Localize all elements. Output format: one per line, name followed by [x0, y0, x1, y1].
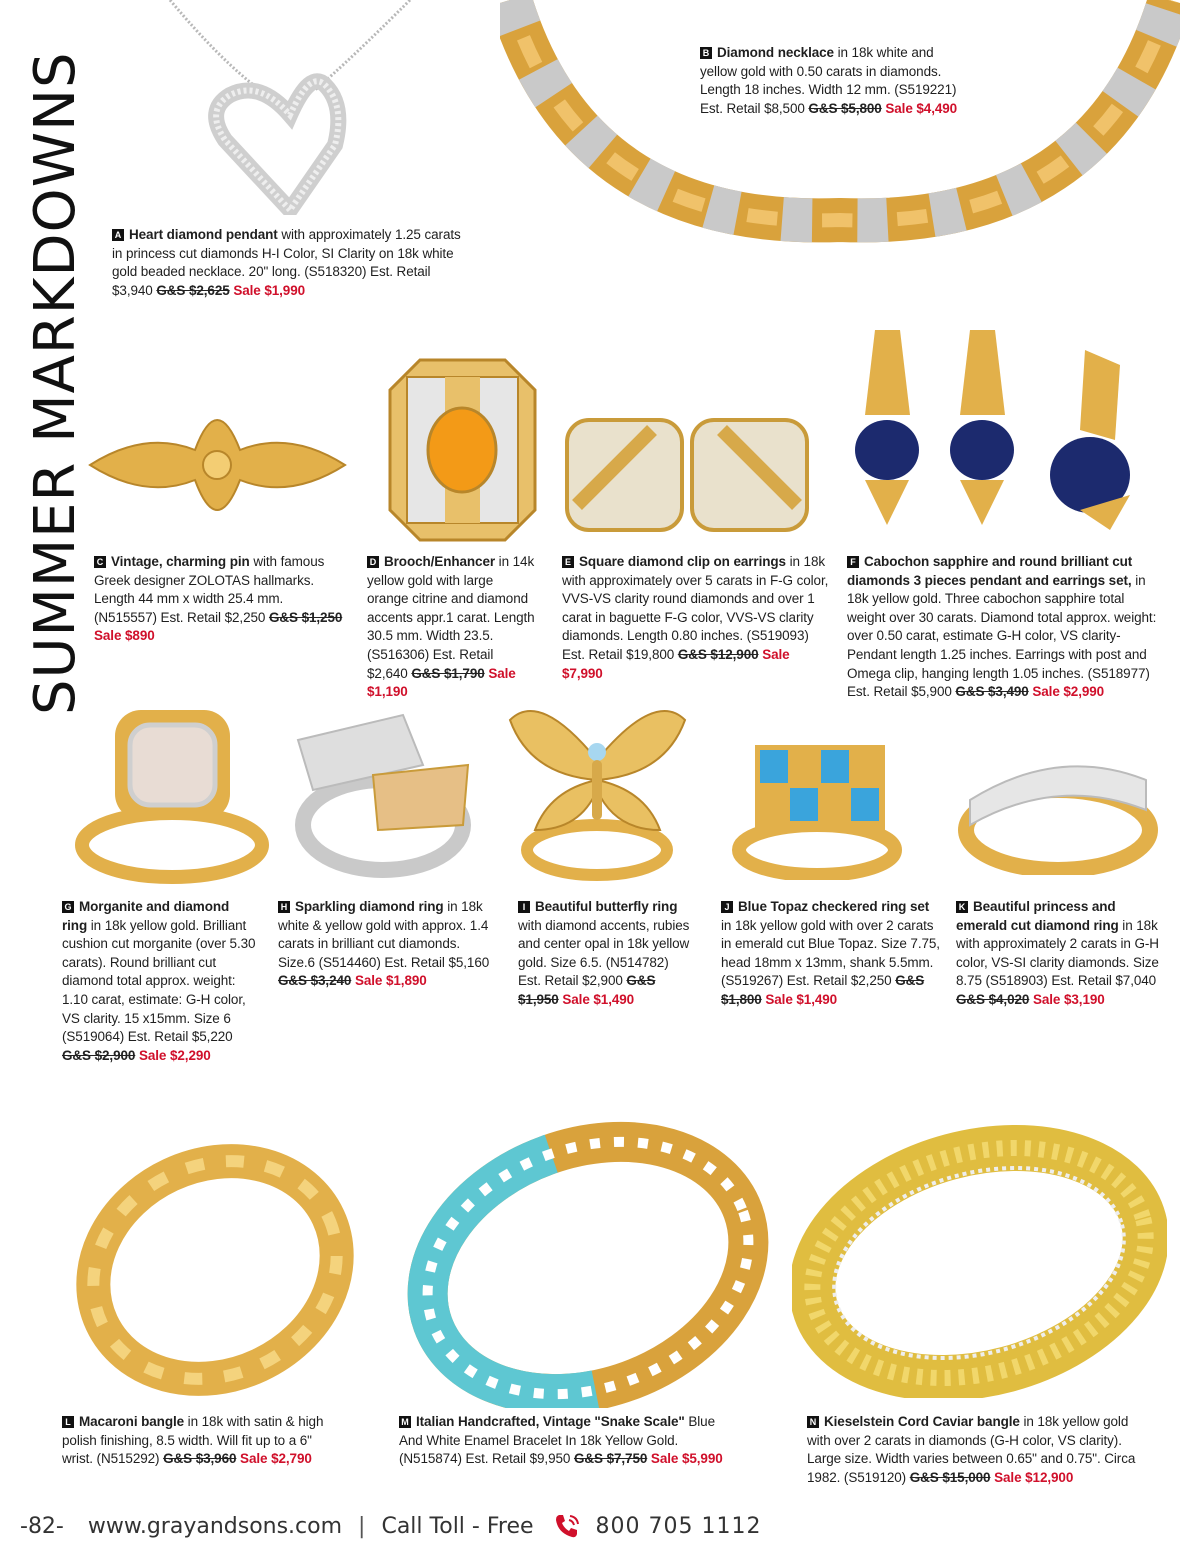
item-name: Brooch/Enhancer	[384, 554, 496, 569]
item-letter: J	[721, 901, 733, 913]
page-title: SUMMER MARKDOWNS	[23, 51, 88, 715]
sale-price: Sale $7,990	[562, 646, 790, 681]
gs-price: G&S $1,790	[411, 665, 485, 681]
item-letter: C	[94, 556, 106, 568]
item-name: Kieselstein Cord Caviar bangle	[824, 1414, 1020, 1429]
footer-separator: |	[358, 1513, 366, 1539]
sale-price: Sale $2,990	[1032, 684, 1105, 700]
butterfly-ring-image	[500, 690, 695, 885]
item-name: Cabochon sapphire and round brilliant cut diamonds 3 pieces pendant and earrings set,	[847, 554, 1133, 588]
item-letter: G	[62, 901, 74, 913]
caviar-bangle-image	[792, 1098, 1167, 1398]
gs-price: G&S $2,900	[62, 1047, 136, 1063]
gs-price: G&S $2,625	[156, 282, 230, 298]
item-name: Sparkling diamond ring	[295, 899, 444, 914]
sale-price: Sale $1,490	[765, 991, 838, 1007]
item-g	[62, 898, 257, 1065]
item-name: Diamond necklace	[717, 45, 834, 60]
item-letter: D	[367, 556, 379, 568]
item-description: with diamond accents, rubies and center opal in 18k yellow gold. Size 6.5. (N514782) Est. Retail $2,900	[518, 917, 690, 989]
item-description: in 18k white and yellow gold with 0.50 carats in diamonds. Length 18 inches. Width 12 mm. (S519221) Est. Retail $8,500	[700, 45, 957, 116]
sale-price: Sale $2,290	[138, 1047, 211, 1063]
item-letter: H	[278, 901, 290, 913]
item-name: Heart diamond pendant	[129, 227, 278, 242]
call-label: Call Toll - Free	[381, 1513, 534, 1539]
blue-topaz-ring-image	[730, 740, 905, 880]
sale-price: Sale $1,490	[562, 991, 635, 1007]
item-letter: B	[700, 47, 712, 59]
item-description: in 18k yellow gold with over 2 carats in diamonds (G-H color, VS clarity). Large size. Width varies between 0.65" and 0.75". Circa 1982. (S519120)	[807, 1414, 1136, 1485]
item-m	[399, 1413, 734, 1469]
item-description: in 18k with approximately 2 carats in G-H color, VS-SI clarity diamonds. Size 8.75 (S518903) Est. Retail $7,040	[956, 917, 1159, 989]
item-n	[807, 1413, 1137, 1487]
item-letter: I	[518, 901, 530, 913]
macaroni-bangle-image	[70, 1130, 360, 1400]
snake-scale-bracelet-image	[398, 1108, 778, 1408]
item-letter: F	[847, 556, 859, 568]
item-description: in 18k yellow gold with over 2 carats in emerald cut Blue Topaz. Size 7.75, head 18mm x 13mm, shank 5.5mm. (S519267) Est. Retail $2,250	[721, 917, 940, 989]
item-k	[956, 898, 1161, 1010]
item-description: in 18k white & yellow gold with approx. 1.4 carats in brilliant cut diamonds. Size.6 (S514460) Est. Retail $5,160	[278, 899, 490, 970]
sapphire-set-image	[845, 320, 1145, 535]
sale-price: Sale $890	[94, 628, 155, 644]
gs-price: G&S $1,950	[518, 973, 656, 1007]
sale-price: Sale $2,790	[240, 1451, 312, 1467]
item-name: Beautiful butterfly ring	[535, 899, 678, 914]
item-description: Blue And White Enamel Bracelet In 18k Yellow Gold. (N515874) Est. Retail $9,950	[399, 1414, 715, 1467]
item-name: Blue Topaz checkered ring set	[738, 899, 930, 914]
item-j	[721, 898, 943, 1010]
item-letter: L	[62, 1416, 74, 1428]
item-a	[112, 226, 472, 300]
item-name: Morganite and diamond ring	[62, 899, 230, 933]
morganite-ring-image	[75, 705, 270, 885]
vintage-pin-image	[85, 390, 350, 540]
item-b	[700, 44, 960, 118]
gs-price: G&S $3,960	[163, 1451, 237, 1467]
sale-price: Sale $1,990	[233, 282, 306, 298]
item-d	[367, 553, 537, 702]
gs-price: G&S $1,250	[268, 609, 343, 625]
item-letter: K	[956, 901, 968, 913]
item-e	[562, 553, 830, 683]
item-description: with famous Greek designer ZOLOTAS hallmarks. Length 44 mm x width 25.4 mm. (N515557) Est. Retail $2,250	[94, 554, 325, 625]
website-link[interactable]: www.grayandsons.com	[87, 1513, 343, 1539]
gs-price: G&S $3,240	[278, 973, 352, 989]
gs-price: G&S $1,800	[721, 973, 925, 1007]
item-description: in 14k yellow gold with large orange citrine and diamond accents appr.1 carat. Length 30.5 mm. Width 23.5. (S516306) Est. Retail $2,640	[367, 554, 535, 681]
clip-earrings-image	[562, 415, 812, 535]
sale-price: Sale $5,990	[650, 1451, 723, 1467]
sale-price: Sale $12,900	[994, 1469, 1074, 1485]
item-letter: N	[807, 1416, 819, 1428]
princess-ring-image	[958, 740, 1158, 875]
gs-price: G&S $4,020	[956, 991, 1030, 1007]
page-number: -82-	[20, 1513, 64, 1539]
phone-icon	[552, 1511, 582, 1541]
sale-price: Sale $1,190	[367, 665, 516, 700]
item-name: Square diamond clip on earrings	[579, 554, 786, 569]
item-description: in 18k yellow gold. Three cabochon sapphire total weight over 30 carats. Diamond total approx. weight: over 0.50 carat, estimate G-H color, VS clarity- Pendant length 1.25 inches. Earrings with post and Omega clip, hanging length 1.05 inches. (S518977) Est. Retail $5,900	[847, 572, 1157, 700]
item-letter: A	[112, 229, 124, 241]
item-c	[94, 553, 349, 646]
gs-price: G&S $7,750	[573, 1451, 648, 1467]
item-name: Vintage, charming pin	[111, 554, 250, 569]
gs-price: G&S $15,000	[909, 1469, 991, 1485]
item-f	[847, 553, 1157, 702]
item-letter: M	[399, 1416, 411, 1428]
item-i	[518, 898, 693, 1010]
sale-price: Sale $3,190	[1032, 991, 1105, 1007]
item-name: Italian Handcrafted, Vintage "Snake Scale"	[416, 1414, 685, 1429]
gs-price: G&S $5,800	[808, 100, 882, 116]
sale-price: Sale $1,890	[354, 973, 427, 989]
item-name: Beautiful princess and emerald cut diamond ring	[956, 899, 1119, 933]
gs-price: G&S $3,490	[955, 684, 1029, 700]
heart-pendant-image	[150, 0, 430, 215]
item-description: in 18k with satin & high polish finishing, 8.5 width. Will fit up to a 6" wrist. (N515292)	[62, 1414, 324, 1467]
gs-price: G&S $12,900	[677, 646, 759, 662]
item-name: Macaroni bangle	[79, 1414, 185, 1429]
item-description: in 18k with approximately over 5 carats in F-G color, VVS-VS clarity round diamonds and over 1 carat in baguette F-G color, VVS-VS clarity diamonds. Length 0.80 inches. (S519093) Est. Retail $19,800	[562, 554, 829, 662]
phone-number[interactable]: 800 705 1112	[595, 1513, 762, 1539]
item-l	[62, 1413, 342, 1469]
diamond-ring-image	[293, 705, 473, 880]
sale-price: Sale $4,490	[885, 100, 958, 116]
page-footer	[20, 1506, 1180, 1546]
item-description: in 18k yellow gold. Brilliant cushion cut morganite (over 5.30 carats). Round brilliant cut diamond total approx. weight: 1.10 carat, estimate: G-H color, VS clarity. 15 x15mm. Size 6 (S519064) Est. Retail $5,220	[62, 917, 256, 1045]
citrine-brooch-image	[385, 355, 540, 545]
diamond-necklace-image	[500, 0, 1180, 250]
item-h	[278, 898, 493, 991]
item-description: with approximately 1.25 carats in princess cut diamonds H-I Color, SI Clarity on 18k white gold beaded necklace. 20" long. (S518320) Est. Retail $3,940	[112, 227, 461, 298]
item-letter: E	[562, 556, 574, 568]
